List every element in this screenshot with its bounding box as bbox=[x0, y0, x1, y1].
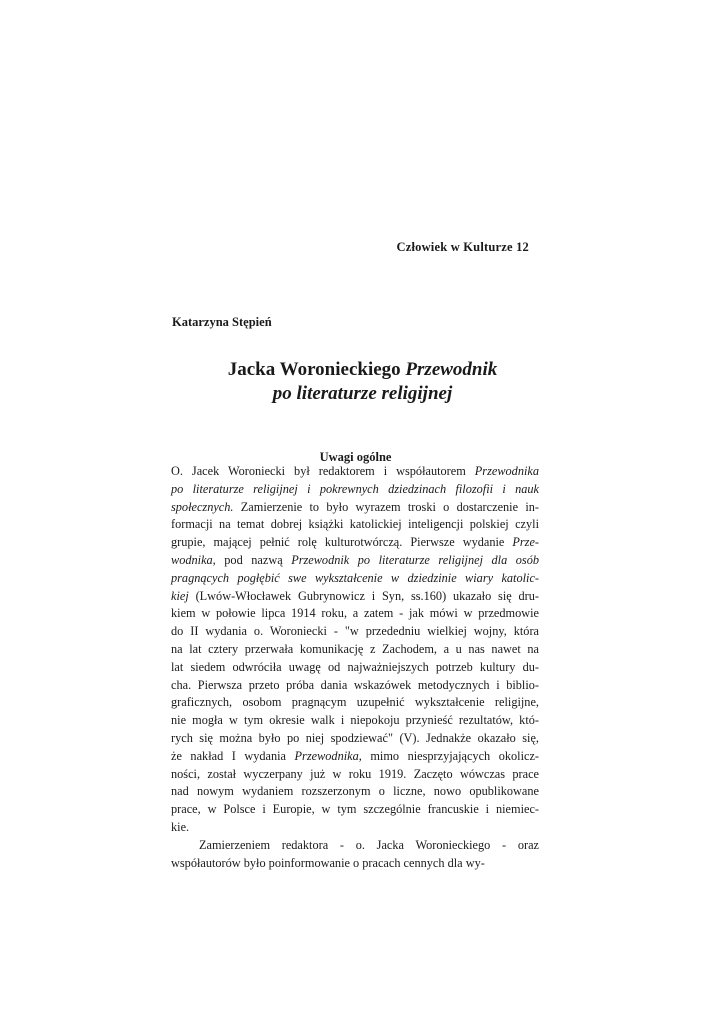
body-line bbox=[171, 641, 539, 659]
body-line bbox=[171, 534, 539, 552]
title-regular: Jacka Woronieckiego bbox=[227, 359, 401, 380]
text-span: O. Jacek Woroniecki był redaktorem i współautorem bbox=[171, 464, 475, 478]
text-span: (Lwów-Włocławek Gubrynowicz i Syn, ss.160) ukazało się dru- bbox=[188, 588, 539, 603]
text-span: rych się można było po niej spodziewać" (V). Jednakże okazało się, bbox=[171, 730, 539, 745]
italic-span: Przewodnika, bbox=[294, 748, 362, 763]
body-line bbox=[171, 516, 539, 534]
title-line-2 bbox=[0, 382, 725, 406]
text-span: formacji na temat dobrej książki katolickiej inteligencji polskiej czyli bbox=[171, 517, 539, 532]
text-span: graficznych, osobom pragnącym uzupełnić wykształcenie religijne, bbox=[171, 695, 539, 710]
body-line bbox=[171, 499, 539, 517]
body-line bbox=[171, 605, 539, 623]
body-line bbox=[171, 659, 539, 677]
text-span: mimo niesprzyjających okolicz- bbox=[361, 748, 539, 763]
italic-span: społecznych. bbox=[171, 499, 234, 514]
journal-header: Człowiek w Kulturze 12 bbox=[396, 240, 529, 254]
text-span: grupie, mającej pełnić rolę kulturotwórczą. Pierwsze wydanie bbox=[171, 535, 513, 550]
body-line bbox=[171, 837, 539, 855]
body-line bbox=[171, 730, 539, 748]
italic-span: Przewodnik po literaturze religijnej dla osób bbox=[291, 552, 539, 567]
body-line bbox=[171, 588, 539, 606]
text-span: lat siedem odwróciła uwagę od najważniejszych potrzeb kultury du- bbox=[171, 659, 539, 674]
italic-span: Przewodnika bbox=[474, 464, 539, 478]
body-line bbox=[171, 623, 539, 641]
text-span: Zamierzenie to było wyrazem troski o dostarczenie in- bbox=[233, 499, 539, 514]
body-line bbox=[171, 694, 539, 712]
title-italic-1: Przewodnik bbox=[405, 359, 498, 380]
italic-span: po literaturze religijnej i pokrewnych dziedzinach filozofii i nauk bbox=[171, 481, 539, 496]
text-span: ności, został wyczerpany już w roku 1919. Zaczęto wówczas prace bbox=[171, 766, 539, 781]
italic-span: pragnących pogłębić swe wykształcenie w dziedzinie wiary katolic- bbox=[171, 570, 539, 585]
title-italic-2: po literaturze religijnej bbox=[272, 383, 453, 404]
body-text bbox=[171, 463, 539, 872]
text-span: nad nowym wydaniem rozszerzonym o liczne, nowo opublikowane bbox=[171, 784, 539, 799]
body-line bbox=[171, 712, 539, 730]
body-line bbox=[171, 819, 539, 837]
text-span: kie. bbox=[171, 819, 190, 834]
body-line bbox=[171, 801, 539, 819]
text-span: Zamierzeniem redaktora - o. Jacka Woronieckiego - oraz bbox=[199, 837, 539, 852]
text-span: współautorów było poinformowanie o pracach cennych dla wy- bbox=[171, 855, 485, 870]
body-line bbox=[171, 855, 539, 873]
text-span: na lat cztery przerwała komunikację z Zachodem, a u nas nawet na bbox=[171, 641, 539, 656]
text-span: kiem w połowie lipca 1914 roku, a zatem - jak mówi w przedmowie bbox=[171, 606, 539, 621]
author-name: Katarzyna Stępień bbox=[172, 315, 272, 329]
text-span: cha. Pierwsza przeto próba dania wskazówek metodycznych i biblio- bbox=[171, 677, 539, 692]
body-line bbox=[171, 463, 539, 481]
italic-span: kiej bbox=[171, 588, 189, 603]
body-line bbox=[171, 570, 539, 588]
body-line bbox=[171, 783, 539, 801]
title-line-1 bbox=[0, 358, 725, 382]
section-heading: Uwagi ogólne bbox=[319, 450, 392, 464]
article-title bbox=[0, 358, 725, 406]
italic-span: Prze- bbox=[512, 535, 539, 550]
text-span: że nakład I wydania bbox=[171, 748, 295, 763]
body-line bbox=[171, 677, 539, 695]
body-line bbox=[171, 748, 539, 766]
text-span: prace, w Polsce i Europie, w tym szczególnie francuskie i niemiec- bbox=[171, 802, 539, 817]
text-span: do II wydania o. Woroniecki - "w przededniu wielkiej wojny, która bbox=[171, 624, 539, 639]
body-line bbox=[171, 481, 539, 499]
body-line bbox=[171, 552, 539, 570]
text-span: nie mogła w tym okresie walk i niepokoju przynieść rezultatów, któ- bbox=[171, 713, 539, 728]
italic-span: wodnika, bbox=[171, 552, 216, 567]
body-line bbox=[171, 766, 539, 784]
text-span: pod nazwą bbox=[215, 552, 292, 567]
